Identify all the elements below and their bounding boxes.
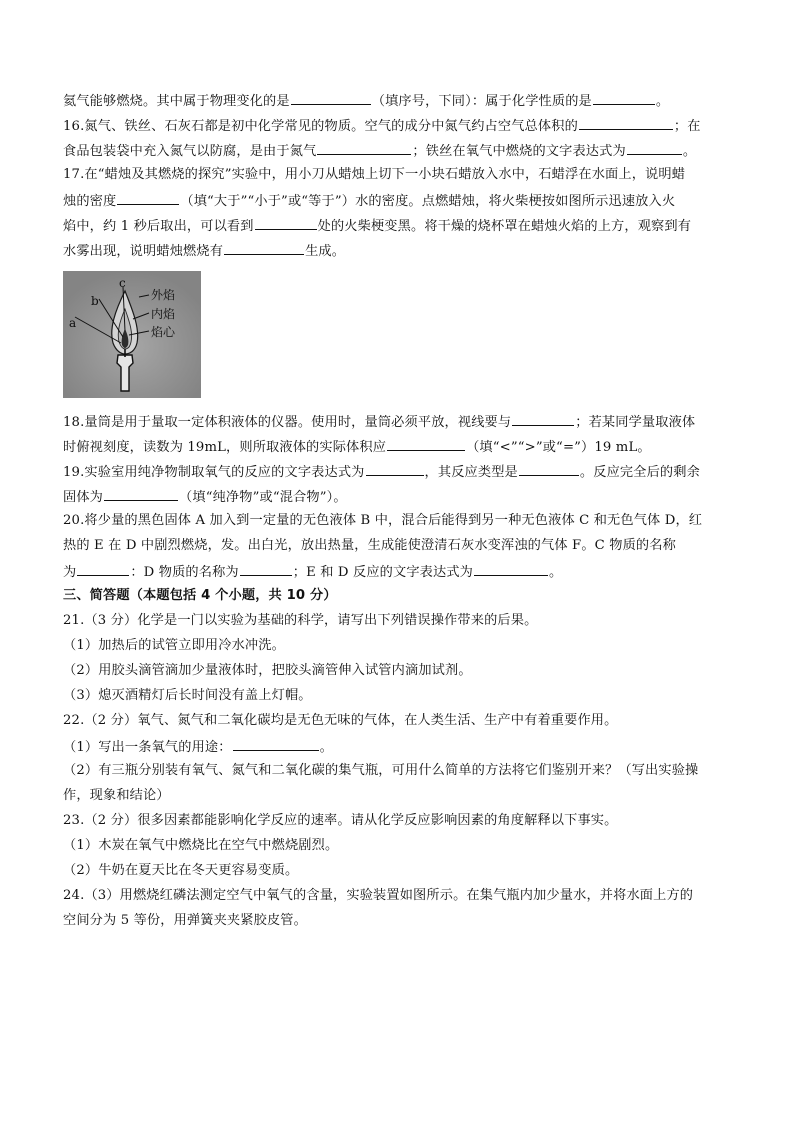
text-line-q17 (63, 165, 733, 185)
line-text: ：D 物质的名称为 (130, 565, 239, 580)
text-line-q21 (63, 611, 733, 631)
section-heading-short-answer (63, 586, 733, 606)
line-text: 。 (682, 144, 697, 159)
label-a: a (69, 316, 77, 330)
text-line-q21-2 (63, 661, 733, 681)
text-line-q17b (63, 190, 733, 212)
answer-blank[interactable] (233, 736, 319, 751)
line-text: 23.（2 分）很多因素都能影响化学反应的速率。请从化学反应影响因素的角度解释以下事实。 (63, 813, 618, 828)
text-line-q15-end (63, 90, 733, 112)
answer-blank[interactable] (387, 436, 465, 451)
text-line-q20b (63, 536, 733, 556)
text-line-q17c (63, 215, 733, 237)
answer-blank[interactable] (255, 215, 317, 230)
answer-blank[interactable] (593, 90, 655, 105)
answer-blank[interactable] (77, 561, 129, 576)
text-line-q24 (63, 886, 733, 906)
line-text: （2）用胶头滴管滴加少量液体时，把胶头滴管伸入试管内滴加试剂。 (63, 663, 472, 678)
text-line-q21-1 (63, 636, 733, 656)
text-line-q16 (63, 115, 733, 137)
text-line-q20c (63, 561, 733, 583)
line-text: ；铁丝在氧气中燃烧的文字表达式为 (412, 144, 626, 159)
label-b: b (91, 294, 99, 308)
line-text: （填“<”“>”或“=”）19 mL。 (466, 440, 651, 455)
line-text: 。 (549, 565, 563, 580)
answer-blank[interactable] (627, 140, 682, 155)
line-text: （3）熄灭酒精灯后长时间没有盖上灯帽。 (63, 688, 312, 703)
text-line-q21-3 (63, 686, 733, 706)
answer-blank[interactable] (579, 115, 673, 130)
line-text: 为 (63, 565, 77, 580)
line-text: 17.在“蜡烛及其燃烧的探究”实验中，用小刀从蜡烛上切下一小块石蜡放入水中，石蜡浮在水面上，说明蜡 (63, 167, 686, 182)
line-text: （1）木炭在氧气中燃烧比在空气中燃烧剧烈。 (63, 838, 339, 853)
candle-flame-figure (63, 271, 201, 398)
candle-flame-diagram (63, 271, 201, 398)
answer-blank[interactable] (474, 561, 548, 576)
text-line-q22 (63, 711, 733, 731)
answer-blank[interactable] (519, 461, 579, 476)
line-text: 。反应完全后的剩余 (579, 465, 700, 480)
text-line-q22-2 (63, 761, 733, 781)
label-inner-flame: 焰心 (151, 325, 176, 339)
text-line-q18 (63, 411, 733, 433)
line-text: 18.量筒是用于量取一定体积液体的仪器。使用时，量筒必须平放，视线要与 (63, 415, 512, 430)
line-text: 22.（2 分）氧气、氮气和二氧化碳均是无色无味的气体，在人类生活、生产中有着重要作用。 (63, 713, 618, 728)
answer-blank[interactable] (240, 561, 292, 576)
text-line-q22-1 (63, 736, 733, 758)
text-line-q16b (63, 140, 733, 162)
line-text: 21.（3 分）化学是一门以实验为基础的科学，请写出下列错误操作带来的后果。 (63, 613, 538, 628)
line-text: ，其反应类型是 (424, 465, 518, 480)
answer-blank[interactable] (512, 411, 574, 426)
line-text: （2）牛奶在夏天比在冬天更容易变质。 (63, 863, 299, 878)
text-line-q19b (63, 486, 733, 508)
answer-blank[interactable] (224, 240, 304, 255)
label-c: c (119, 276, 126, 290)
line-text: 水雾出现，说明蜡烛燃烧有 (63, 244, 224, 259)
line-text: 处的火柴梗变黑。将干燥的烧杯罩在蜡烛火焰的上方，观察到有 (317, 219, 692, 234)
line-text: 。 (655, 94, 670, 109)
line-text: 焰中，约 1 秒后取出，可以看到 (63, 219, 254, 234)
line-text: ；在 (673, 119, 701, 134)
line-text: 生成。 (305, 244, 346, 259)
line-text: （填“大于”“小于”或“等于”）水的密度。点燃蜡烛，将火柴梗按如图所示迅速放入火 (180, 194, 676, 209)
line-text: ；E 和 D 反应的文字表达式为 (292, 565, 474, 580)
line-text: 作，现象和结论） (63, 788, 170, 803)
text-line-q22-2b (63, 786, 733, 806)
section-title: 三、简答题（本题包括 4 个小题，共 10 分） (63, 588, 337, 603)
text-line-q24b (63, 911, 733, 931)
line-text: 24.（3）用燃烧红磷法测定空气中氧气的含量，实验装置如图所示。在集气瓶内加少量水，并将水面上方的 (63, 888, 694, 903)
line-text: 固体为 (63, 490, 104, 505)
answer-blank[interactable] (291, 90, 371, 105)
line-text: （填序号，下同）：属于化学性质的是 (371, 94, 592, 109)
line-text: （1）写出一条氧气的用途： (63, 740, 232, 755)
line-text: 空间分为 5 等份，用弹簧夹夹紧胶皮管。 (63, 913, 307, 928)
line-text: 食品包装袋中充入氮气以防腐，是由于氮气 (63, 144, 317, 159)
line-text: 。 (319, 740, 333, 755)
text-line-q17d (63, 240, 733, 262)
line-text: （填“纯净物”或“混合物”）。 (179, 490, 347, 505)
line-text: 时俯视刻度，读数为 19mL，则所取液体的实际体积应 (63, 440, 387, 455)
label-middle-flame: 内焰 (151, 307, 176, 321)
line-text: （2）有三瓶分别装有氧气、氮气和二氧化碳的集气瓶，可用什么简单的方法将它们鉴别开来？（写出实验操 (63, 763, 699, 778)
label-outer-flame: 外焰 (151, 288, 176, 302)
line-text: 氦气能够燃烧。其中属于物理变化的是 (63, 94, 290, 109)
answer-blank[interactable] (117, 190, 179, 205)
answer-blank[interactable] (104, 486, 178, 501)
text-line-q23-1 (63, 836, 733, 856)
text-line-q20 (63, 511, 733, 531)
line-text: ；若某同学量取液体 (575, 415, 696, 430)
line-text: 20.将少量的黑色固体 A 加入到一定量的无色液体 B 中，混合后能得到另一种无色液体 C 和无色气体 D，红 (63, 513, 703, 528)
line-text: 16.氮气、铁丝、石灰石都是初中化学常见的物质。空气的成分中氮气约占空气总体积的 (63, 119, 578, 134)
line-text: （1）加热后的试管立即用冷水冲洗。 (63, 638, 285, 653)
answer-blank[interactable] (317, 140, 411, 155)
text-line-q23-2 (63, 861, 733, 881)
text-line-q19 (63, 461, 733, 483)
line-text: 烛的密度 (63, 194, 117, 209)
line-text: 19.实验室用纯净物制取氧气的反应的文字表达式为 (63, 465, 365, 480)
text-line-q23 (63, 811, 733, 831)
text-line-q18b (63, 436, 733, 458)
line-text: 热的 E 在 D 中剧烈燃烧，发。出白光，放出热量，生成能使澄清石灰水变浑浊的气体 F。C 物质的名称 (63, 538, 676, 553)
answer-blank[interactable] (366, 461, 424, 476)
